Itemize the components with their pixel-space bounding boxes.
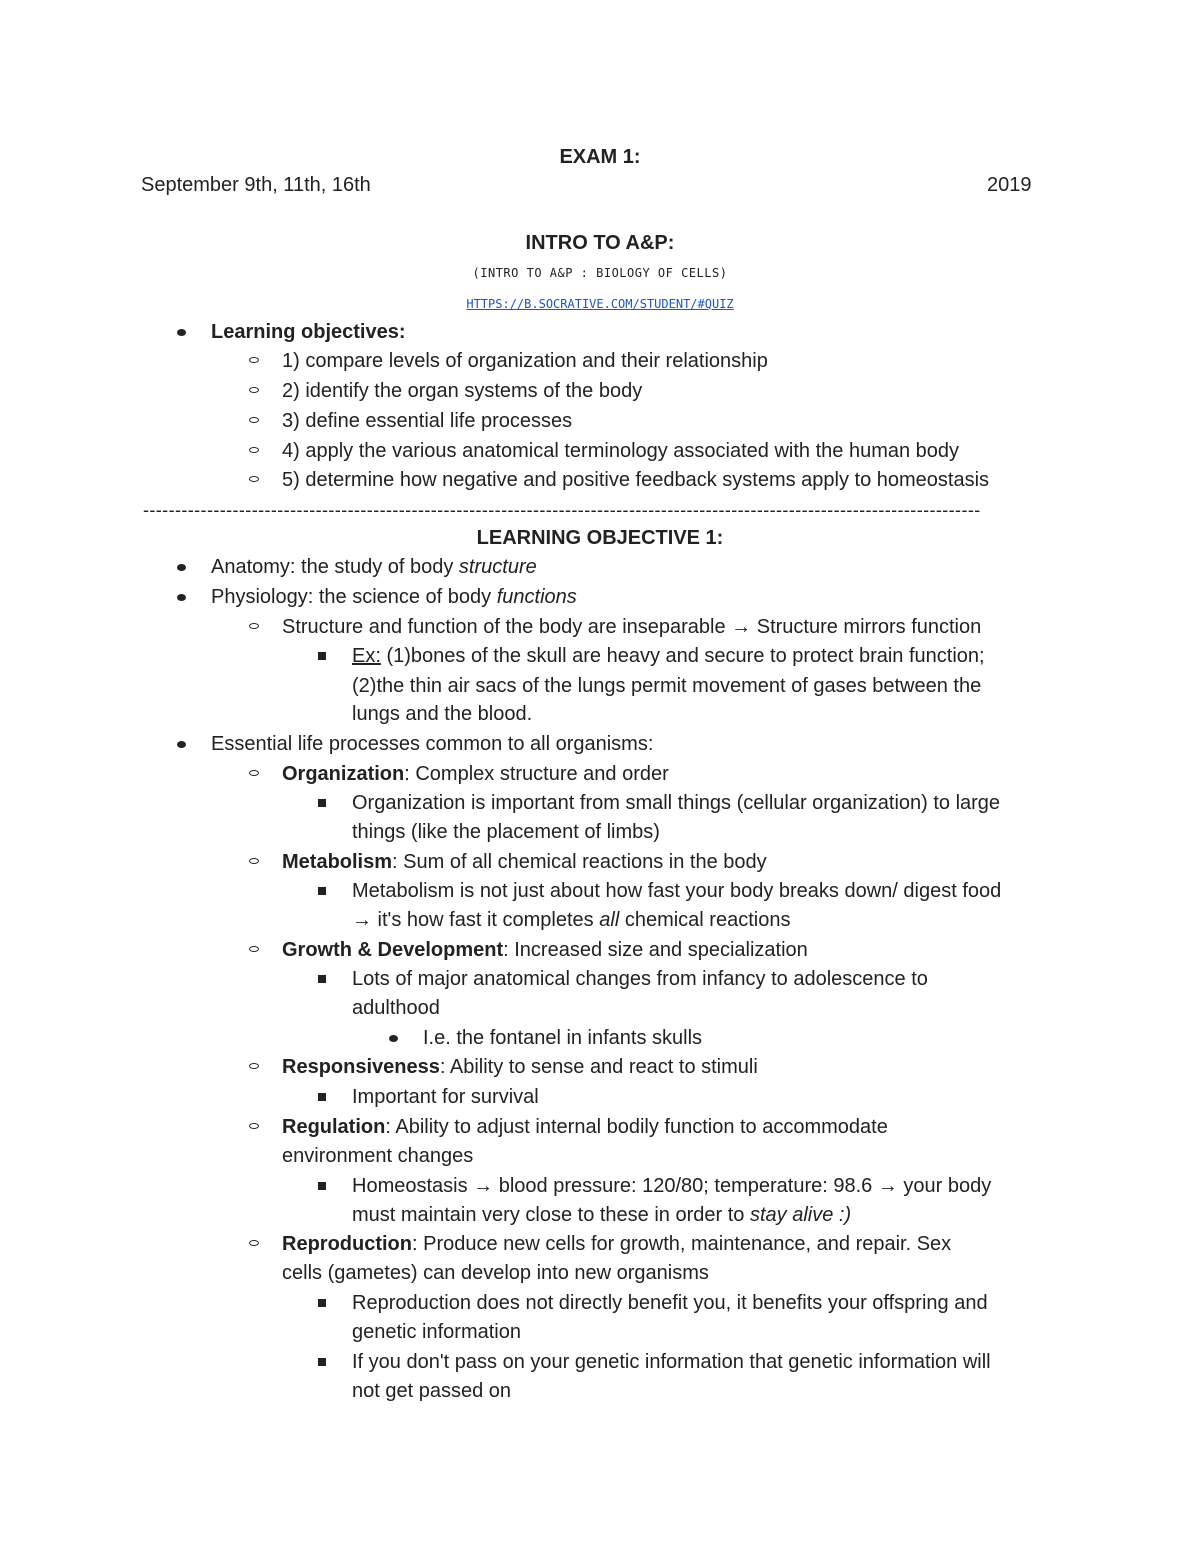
exam-year: 2019: [987, 174, 1032, 196]
process-regulation-cont: environment changes: [282, 1145, 474, 1167]
process-note: adulthood: [352, 997, 440, 1019]
process-regulation: Regulation: Ability to adjust internal bodily function to accommodate: [282, 1116, 888, 1138]
bullet-circle-icon: [249, 476, 259, 482]
bullet-circle-icon: [249, 447, 259, 453]
process-note: If you don't pass on your genetic information that genetic information will: [352, 1351, 991, 1373]
bullet-circle-icon: [249, 387, 259, 393]
lo1-title: LEARNING OBJECTIVE 1:: [476, 527, 724, 549]
process-organization: Organization: Complex structure and order: [282, 763, 669, 785]
process-note: Reproduction does not directly benefit you, it benefits your offspring and: [352, 1292, 988, 1314]
process-note: things (like the placement of limbs): [352, 821, 660, 843]
process-note: must maintain very close to these in order to stay alive :): [352, 1204, 852, 1226]
bullet-square-icon: [318, 887, 326, 895]
intro-title: INTRO TO A&P:: [525, 232, 675, 254]
bullet-circle-icon: [249, 1240, 259, 1246]
process-reproduction-cont: cells (gametes) can develop into new organisms: [282, 1262, 709, 1284]
process-note: not get passed on: [352, 1380, 512, 1402]
anatomy-line: Anatomy: the study of body structure: [211, 556, 537, 578]
process-reproduction: Reproduction: Produce new cells for growth, maintenance, and repair. Sex: [282, 1233, 952, 1255]
process-note: → it's how fast it completes all chemical reactions: [352, 909, 791, 931]
bullet-circle-icon: [249, 1123, 259, 1129]
process-growth: Growth & Development: Increased size and specialization: [282, 939, 808, 961]
exam-dates: September 9th, 11th, 16th: [141, 174, 371, 196]
bullet-circle-icon: [249, 357, 259, 363]
bullet-circle-icon: [249, 770, 259, 776]
bullet-disc-icon: [389, 1035, 398, 1042]
objective-item: 2) identify the organ systems of the body: [282, 380, 643, 402]
bullet-square-icon: [318, 1299, 326, 1307]
bullet-circle-icon: [249, 623, 259, 629]
essential-heading: Essential life processes common to all organisms:: [211, 733, 654, 755]
objective-item: 4) apply the various anatomical terminology associated with the human body: [282, 440, 960, 462]
quiz-link[interactable]: HTTPS://B.SOCRATIVE.COM/STUDENT/#QUIZ: [466, 297, 734, 311]
example-line: (2)the thin air sacs of the lungs permit movement of gases between the: [352, 675, 982, 697]
process-responsiveness: Responsiveness: Ability to sense and react to stimuli: [282, 1056, 758, 1078]
process-metabolism: Metabolism: Sum of all chemical reactions in the body: [282, 851, 767, 873]
bullet-circle-icon: [249, 417, 259, 423]
example-line: lungs and the blood.: [352, 703, 533, 725]
bullet-square-icon: [318, 799, 326, 807]
process-note: Important for survival: [352, 1086, 539, 1108]
section-divider: -----------------------------------------------------------------------------------------------------------------------------------: [143, 500, 981, 520]
process-note: Metabolism is not just about how fast your body breaks down/ digest food: [352, 880, 1002, 902]
bullet-disc-icon: [177, 329, 186, 336]
bullet-square-icon: [318, 975, 326, 983]
example-line: Ex: (1)bones of the skull are heavy and secure to protect brain function;: [352, 645, 985, 667]
bullet-disc-icon: [177, 564, 186, 571]
exam-title: EXAM 1:: [559, 146, 641, 168]
bullet-disc-icon: [177, 741, 186, 748]
objectives-heading: Learning objectives:: [211, 321, 406, 343]
physiology-line: Physiology: the science of body functions: [211, 586, 577, 608]
process-note: genetic information: [352, 1321, 521, 1343]
bullet-circle-icon: [249, 1063, 259, 1069]
objective-item: 1) compare levels of organization and their relationship: [282, 350, 768, 372]
objective-item: 3) define essential life processes: [282, 410, 573, 432]
bullet-circle-icon: [249, 946, 259, 952]
process-note: Homeostasis → blood pressure: 120/80; temperature: 98.6 → your body: [352, 1175, 992, 1197]
objective-item: 5) determine how negative and positive feedback systems apply to homeostasis: [282, 469, 990, 491]
structure-function-line: Structure and function of the body are inseparable → Structure mirrors function: [282, 616, 982, 638]
bullet-square-icon: [318, 1093, 326, 1101]
bullet-square-icon: [318, 1358, 326, 1366]
intro-subtitle: (INTRO TO A&P : BIOLOGY OF CELLS): [472, 266, 728, 280]
bullet-square-icon: [318, 1182, 326, 1190]
bullet-disc-icon: [177, 594, 186, 601]
bullet-square-icon: [318, 652, 326, 660]
bullet-circle-icon: [249, 858, 259, 864]
process-note: Lots of major anatomical changes from infancy to adolescence to: [352, 968, 928, 990]
process-note: Organization is important from small things (cellular organization) to large: [352, 792, 1001, 814]
process-subnote: I.e. the fontanel in infants skulls: [423, 1027, 703, 1049]
